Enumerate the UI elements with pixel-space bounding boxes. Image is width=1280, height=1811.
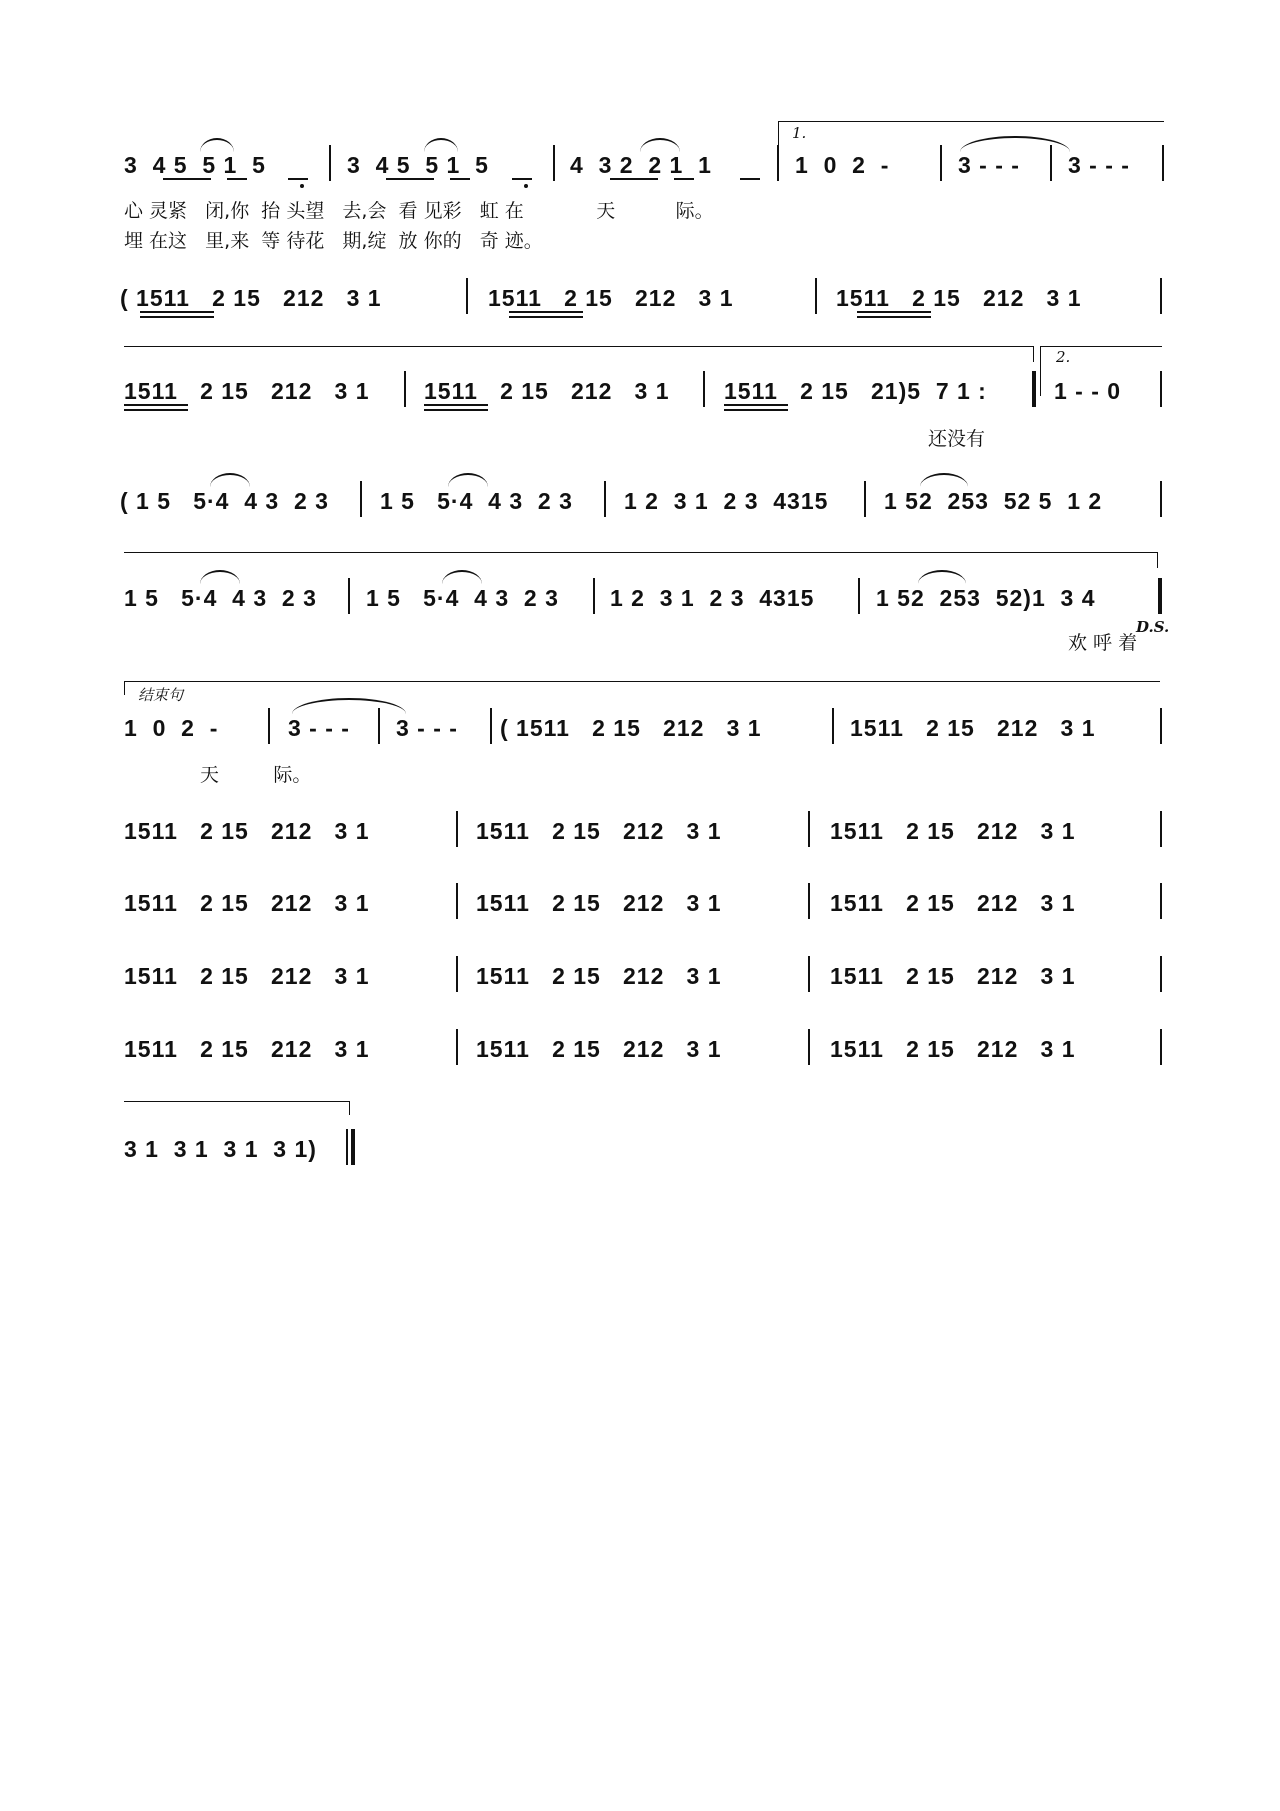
beam [227,178,247,180]
measure: 1511 2 15 212 3 1 [850,715,1096,741]
beam [509,316,583,318]
barline [808,956,810,992]
measure: 1511 2 15 212 3 1 [124,378,370,404]
tie [442,570,482,584]
beam [724,404,788,406]
volta-2-label: 2. [1056,348,1071,366]
repeat-bracket-end [1033,346,1034,362]
measure: 1511 2 15 212 3 1 [124,963,370,989]
measure: 1 5 5·4 4 3 2 3 [124,585,317,611]
measure: 1511 2 15 212 3 1 [830,890,1076,916]
barline [808,811,810,847]
barline [1160,811,1162,847]
measure: 1 - - 0 [1054,378,1122,404]
measure: 1 52 253 52 5 1 2 [884,488,1103,514]
measure: 1511 2 15 212 3 1 [476,890,722,916]
measure: 1 52 253 52)1 3 4 [876,585,1096,611]
volta-1-label: 1. [792,124,807,142]
measure: 1511 2 15 212 3 1 [476,818,722,844]
beam [386,178,434,180]
barline [777,145,779,181]
measure: 1511 2 15 212 3 1 [830,818,1076,844]
repeat-bracket [124,552,1158,553]
beam [140,311,214,313]
barline [593,578,595,614]
measure: 3 - - - [1068,152,1130,178]
beam [512,178,532,180]
beam [509,311,583,313]
barline [1160,1029,1162,1065]
coda-bracket [124,681,1160,682]
repeat-bracket [124,1101,350,1102]
measure: 1511 2 15 212 3 1 [476,963,722,989]
measure: 1511 2 15 212 3 1 [836,285,1082,311]
barline [456,811,458,847]
measure: 1 5 5·4 4 3 2 3 [380,488,573,514]
beam [140,316,214,318]
measure: 1 5 5·4 4 3 2 3 [366,585,559,611]
measure: ( 1511 2 15 212 3 1 [120,285,382,311]
barline [329,145,331,181]
barline [1160,956,1162,992]
tie [960,136,1070,152]
beam [724,409,788,411]
volta-2-bracket [1040,346,1162,347]
barline [858,578,860,614]
barline [268,708,270,744]
coda-bracket-left [124,681,125,695]
measure: 3 4 5 5 1 5 [124,152,266,178]
measure: 3 1 3 1 3 1 3 1) [124,1136,317,1162]
beam [740,178,760,180]
measure: 1511 2 15 212 3 1 [424,378,670,404]
tie [292,698,406,714]
barline [456,1029,458,1065]
measure: 1511 2 15 212 3 1 [488,285,734,311]
barline [808,1029,810,1065]
measure: 1511 2 15 21)5 7 1 : [724,378,987,404]
beam [424,404,488,406]
tie [448,473,488,487]
measure: 3 - - - [396,715,458,741]
lyric-line: 心 灵紧 闭,你 抬 头望 去,会 看 见彩 虹 在 天 际。 [124,200,714,222]
measure: 1511 2 15 212 3 1 [830,1036,1076,1062]
measure: 3 - - - [288,715,350,741]
tie [210,473,250,487]
octave-dot [300,184,304,188]
barline [490,708,492,744]
barline [1162,145,1164,181]
barline [604,481,606,517]
barline [466,278,468,314]
beam [674,178,694,180]
barline [404,371,406,407]
volta-2-bracket-left [1040,346,1041,396]
repeat-bracket-end [1157,552,1158,568]
barline [1160,371,1162,407]
barline [456,883,458,919]
lyric-line: 欢 呼 着 [1068,632,1138,654]
beam [124,409,188,411]
beam [288,178,308,180]
barline [456,956,458,992]
barline [1160,481,1162,517]
measure: 4 3 2 2 1 1 [570,152,712,178]
beam [424,409,488,411]
barline [815,278,817,314]
barline [703,371,705,407]
beam [857,311,931,313]
beam [163,178,211,180]
double-barline [1158,578,1162,614]
barline [808,883,810,919]
final-barline-thin [346,1129,348,1165]
measure: 1511 2 15 212 3 1 [830,963,1076,989]
beam [124,404,188,406]
volta-1-bracket [778,121,1164,122]
lyric-line: 还没有 [928,428,986,450]
barline [1160,708,1162,744]
measure: 3 4 5 5 1 5 [347,152,489,178]
measure: 1 2 3 1 2 3 4315 [610,585,815,611]
lyric-line: 天 际。 [200,764,312,786]
tie [920,473,968,487]
measure: 3 - - - [958,152,1020,178]
tie [640,138,680,152]
octave-dot [524,184,528,188]
barline [553,145,555,181]
beam [610,178,658,180]
barline [864,481,866,517]
tie [200,138,234,152]
measure: 1 2 3 1 2 3 4315 [624,488,829,514]
barline [940,145,942,181]
barline [348,578,350,614]
tie [424,138,458,152]
barline [1160,883,1162,919]
measure: 1511 2 15 212 3 1 [476,1036,722,1062]
beam [450,178,470,180]
repeat-bracket-end [349,1101,350,1115]
measure: 1 0 2 - [124,715,219,741]
measure: ( 1 5 5·4 4 3 2 3 [120,488,329,514]
tie [918,570,966,584]
measure: 1511 2 15 212 3 1 [124,1036,370,1062]
tie [200,570,240,584]
measure: 1 0 2 - [795,152,890,178]
ending-label: 结束句 [138,686,184,704]
measure: 1511 2 15 212 3 1 [124,890,370,916]
barline [360,481,362,517]
repeat-barline [1032,371,1036,407]
barline [1160,278,1162,314]
dal-segno-sign: D.S. [1136,618,1170,636]
repeat-bracket [124,346,1034,347]
barline [832,708,834,744]
measure: ( 1511 2 15 212 3 1 [500,715,762,741]
final-barline-thick [351,1129,355,1165]
lyric-line: 埋 在这 里,来 等 待花 期,绽 放 你的 奇 迹。 [124,230,543,252]
measure: 1511 2 15 212 3 1 [124,818,370,844]
beam [857,316,931,318]
